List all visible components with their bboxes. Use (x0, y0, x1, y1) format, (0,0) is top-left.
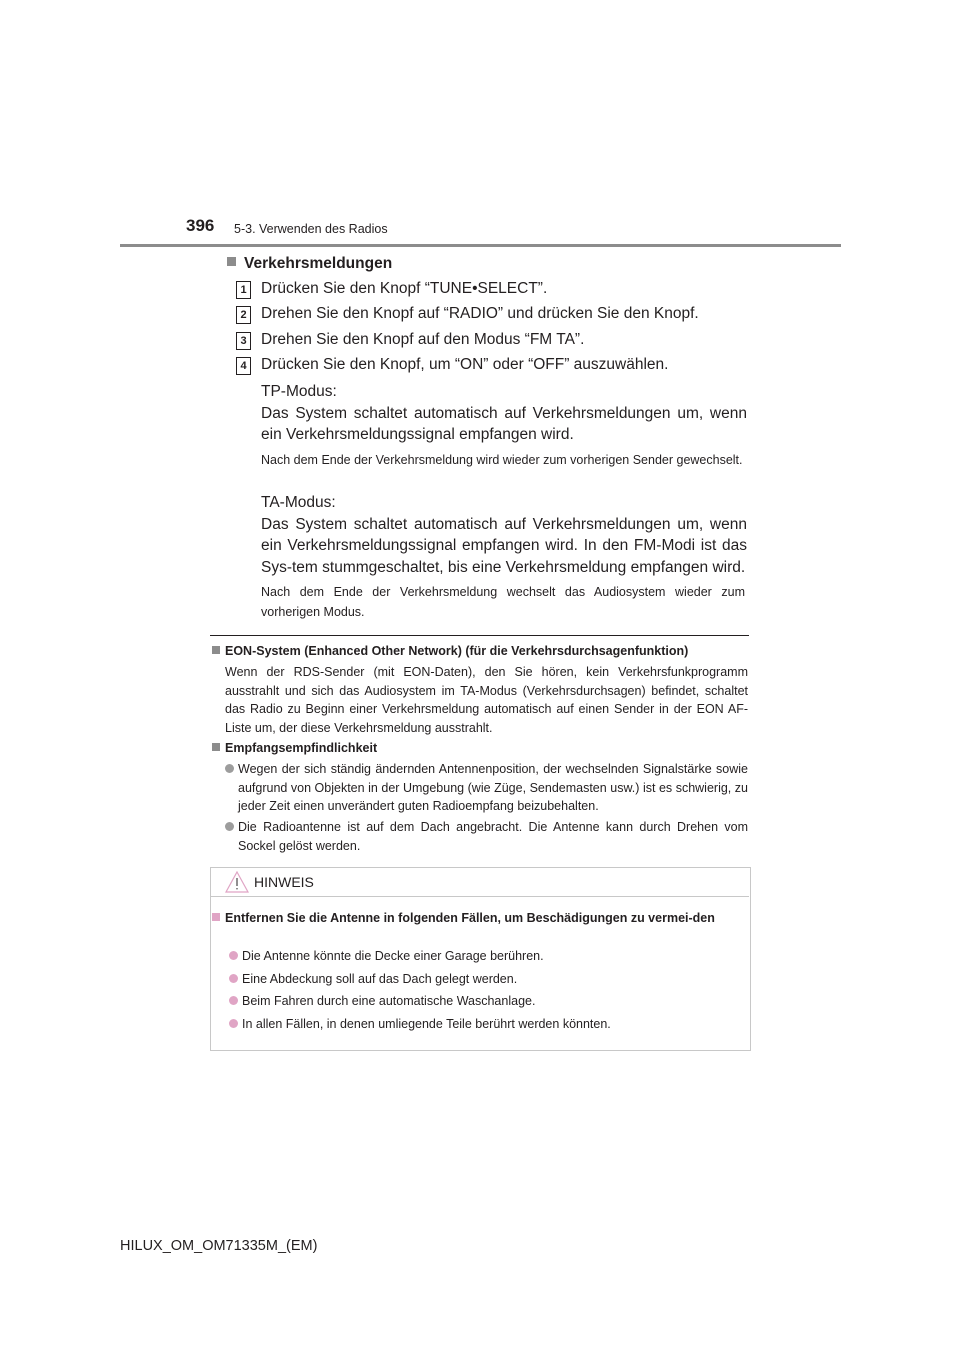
notice-heading: Entfernen Sie die Antenne in folgenden Fällen, um Beschädigungen zu vermei-den (212, 909, 742, 928)
ta-label: TA-Modus: (261, 494, 336, 511)
warning-triangle-icon (225, 871, 249, 893)
bullet-dot-icon (225, 764, 234, 773)
section-title: 5-3. Verwenden des Radios (234, 222, 388, 236)
notice-bullet-4: In allen Fällen, in denen umliegende Teile berührt werden könnten. (229, 1015, 744, 1034)
step-number-box: 4 (236, 357, 251, 375)
step-number-box: 1 (236, 281, 251, 299)
document-code: HILUX_OM_OM71335M_(EM) (120, 1238, 318, 1254)
bullet-dot-icon (229, 974, 238, 983)
notice-title: HINWEIS (254, 874, 314, 890)
notice-bullet-1: Die Antenne könnte die Decke einer Garage berühren. (229, 947, 744, 966)
page-number: 396 (186, 216, 215, 235)
bullet-dot-icon (229, 951, 238, 960)
square-bullet-icon (212, 743, 220, 751)
header-rule (120, 244, 841, 247)
bullet-dot-icon (229, 1019, 238, 1028)
ta-note: Nach dem Ende der Verkehrsmeldung wechselt das Audiosystem wieder zum vorherigen Modus. (261, 585, 745, 619)
step-number-box: 3 (236, 332, 251, 350)
notice-bullet-2: Eine Abdeckung soll auf das Dach gelegt werden. (229, 970, 744, 989)
tp-label: TP-Modus: (261, 383, 337, 400)
tp-note: Nach dem Ende der Verkehrsmeldung wird wieder zum vorherigen Sender gewechselt. (261, 453, 743, 467)
step-text: Drehen Sie den Knopf auf “RADIO” und drücken Sie den Knopf. (261, 305, 699, 322)
eon-text: Wenn der RDS-Sender (mit EON-Daten), den Sie hören, kein Verkehrsfunkprogramm ausstrahlt und sich das Audiosystem im TA-Modus (Verkehrsdurchsagen) befindet, schaltet das Radio zu Beginn einer Verkehrsmeldung automatisch auf einen Sender in der EON AF-Liste um, der diese Verkehrsmeldung ausstrahlt. (225, 665, 748, 735)
sensitivity-heading: Empfangsempfindlichkeit (212, 741, 377, 755)
sensitivity-bullet-1: Wegen der sich ständig ändernden Antennenposition, der wechselnden Signalstärke sowie aufgrund von Objekten in der Umgebung (wie Züge, Sendemasten usw.) ist es schwierig, zu jeder Zeit einen unverändert guten Radioempfang beizubehalten. (225, 760, 748, 816)
notice-bullet-3: Beim Fahren durch eine automatische Waschanlage. (229, 992, 744, 1011)
ta-mode-block (261, 492, 747, 578)
square-bullet-icon (212, 913, 220, 921)
ta-text: Das System schaltet automatisch auf Verkehrsmeldungen um, wenn ein Verkehrsmeldungssignal empfangen wird. In den FM-Modi ist das Sys-tem stummgeschaltet, bis eine Verkehrsmeldung empfangen wird. (261, 515, 747, 576)
bullet-dot-icon (229, 996, 238, 1005)
eon-heading: EON-System (Enhanced Other Network) (für die Verkehrsdurchsagenfunktion) (212, 644, 688, 658)
tp-text: Das System schaltet automatisch auf Verkehrsmeldungen um, wenn ein Verkehrsmeldungssignal empfangen wird. (261, 404, 747, 443)
step-text: Drücken Sie den Knopf, um “ON” oder “OFF” auszuwählen. (261, 356, 669, 373)
square-bullet-icon (212, 646, 220, 654)
square-bullet-icon (227, 257, 236, 266)
step-text: Drücken Sie den Knopf “TUNE•SELECT”. (261, 280, 548, 297)
step-text: Drehen Sie den Knopf auf den Modus “FM TA”. (261, 331, 585, 348)
step-number-box: 2 (236, 306, 251, 324)
section-divider (210, 635, 749, 636)
tp-mode-block (261, 381, 747, 446)
bullet-dot-icon (225, 822, 234, 831)
sensitivity-bullet-2: Die Radioantenne ist auf dem Dach angebracht. Die Antenne kann durch Drehen vom Sockel gelöst werden. (225, 818, 748, 855)
traffic-heading: Verkehrsmeldungen (227, 255, 392, 273)
